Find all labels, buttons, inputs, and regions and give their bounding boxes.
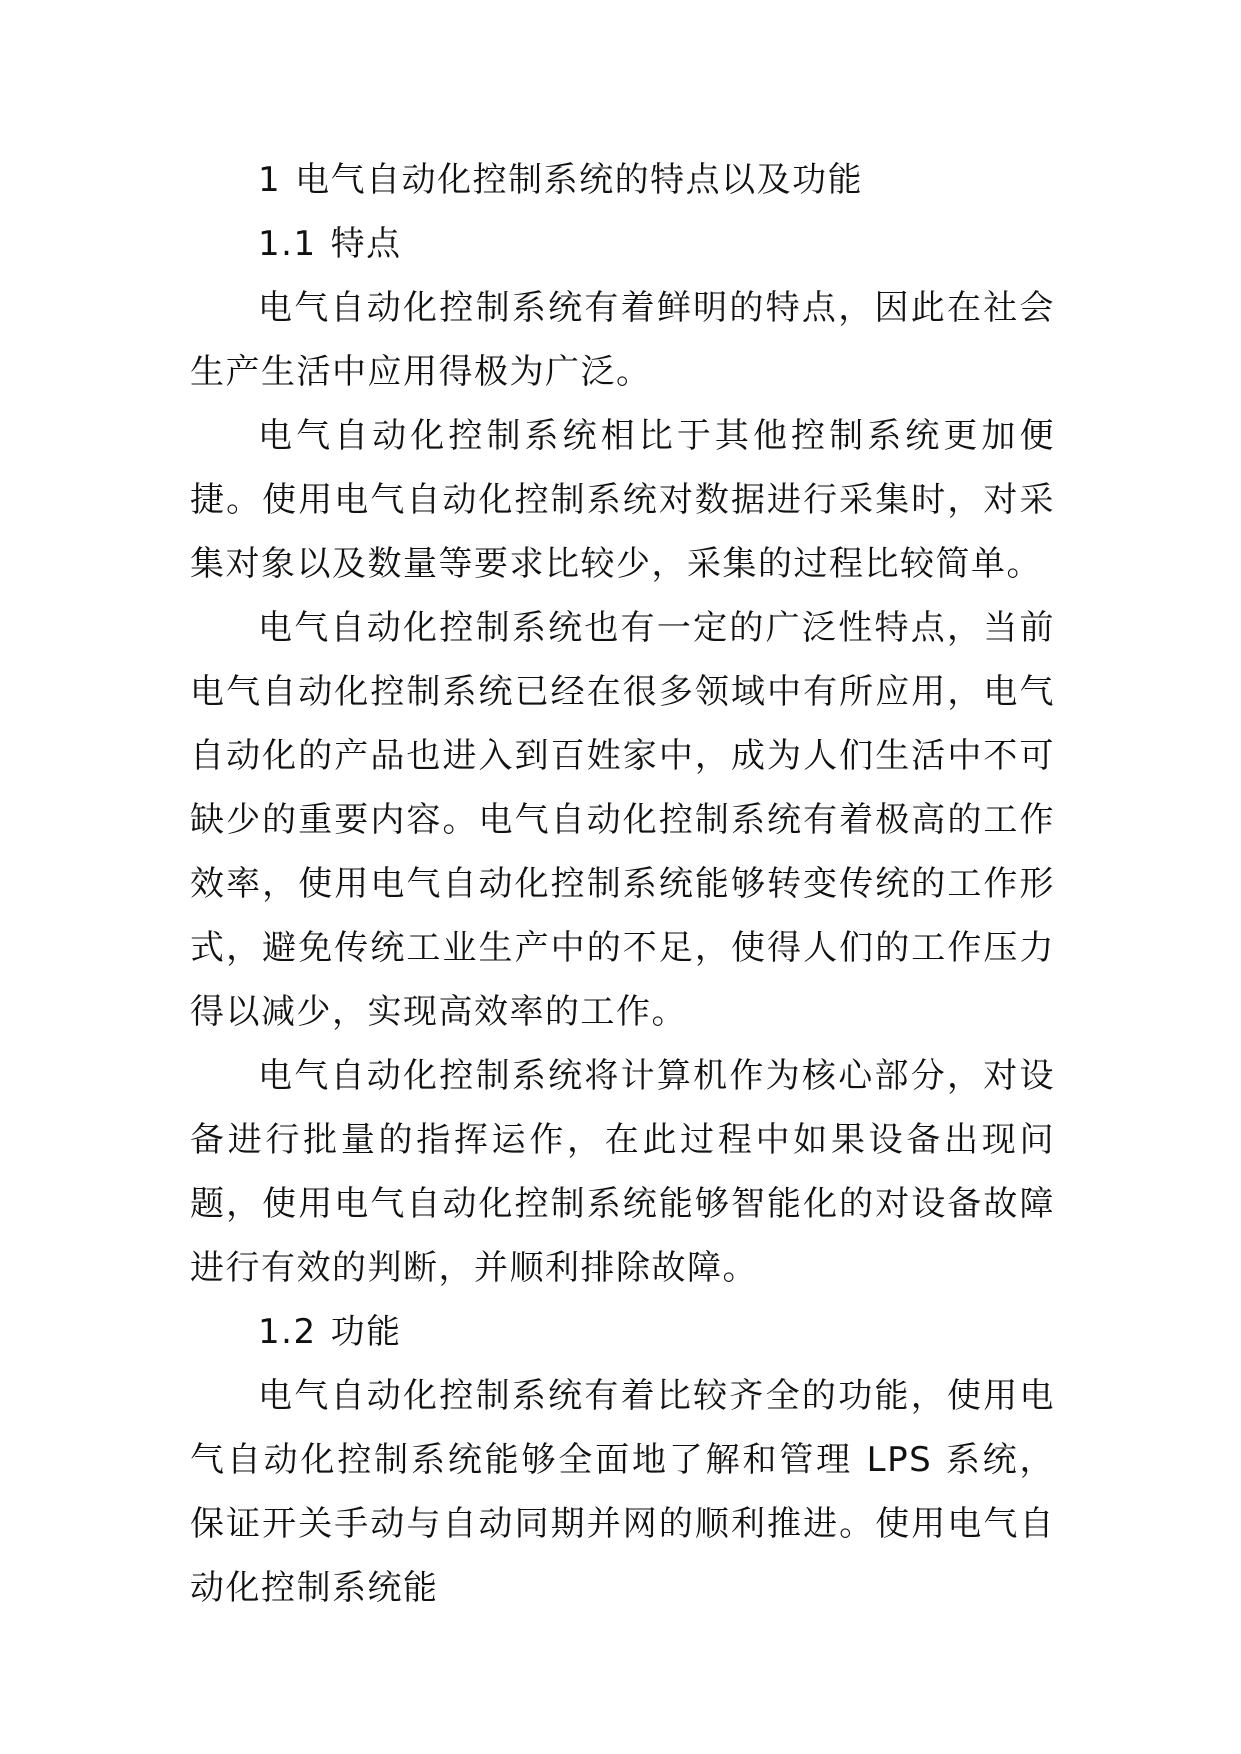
section-number: 1 xyxy=(258,160,282,200)
section-title: 电气自动化控制系统的特点以及功能 xyxy=(295,160,864,200)
paragraph: 电气自动化控制系统也有一定的广泛性特点，当前电气自动化控制系统已经在很多领域中有所应用，电气自动化的产品也进入到百姓家中，成为人们生活中不可缺少的重要内容。电气自动化控制系统有着极高的工作效率，使用电气自动化控制系统能够转变传统的工作形式，避免传统工业生产中的不足，使得人们的工作压力得以减少，实现高效率的工作。 xyxy=(190,608,1055,1032)
subsection-title: 功能 xyxy=(330,1312,402,1352)
subsection-number: 1.1 xyxy=(258,224,317,264)
subsection-heading-1-1 xyxy=(190,212,1055,276)
paragraph: 电气自动化控制系统有着鲜明的特点，因此在社会生产生活中应用得极为广泛。 xyxy=(190,288,1055,392)
section-heading-1 xyxy=(190,148,1055,212)
paragraph: 电气自动化控制系统有着比较齐全的功能，使用电气自动化控制系统能够全面地了解和管理 LPS 系统，保证开关手动与自动同期并网的顺利推进。使用电气自动化控制系统能 xyxy=(190,1376,1055,1608)
subsection-heading-1-2 xyxy=(190,1300,1055,1364)
subsection-number: 1.2 xyxy=(258,1312,317,1352)
subsection-title: 特点 xyxy=(330,224,402,264)
paragraph: 电气自动化控制系统相比于其他控制系统更加便捷。使用电气自动化控制系统对数据进行采集时，对采集对象以及数量等要求比较少，采集的过程比较简单。 xyxy=(190,416,1055,584)
paragraph: 电气自动化控制系统将计算机作为核心部分，对设备进行批量的指挥运作，在此过程中如果设备出现问题，使用电气自动化控制系统能够智能化的对设备故障进行有效的判断，并顺利排除故障。 xyxy=(190,1056,1055,1288)
document-body xyxy=(190,148,1055,1620)
